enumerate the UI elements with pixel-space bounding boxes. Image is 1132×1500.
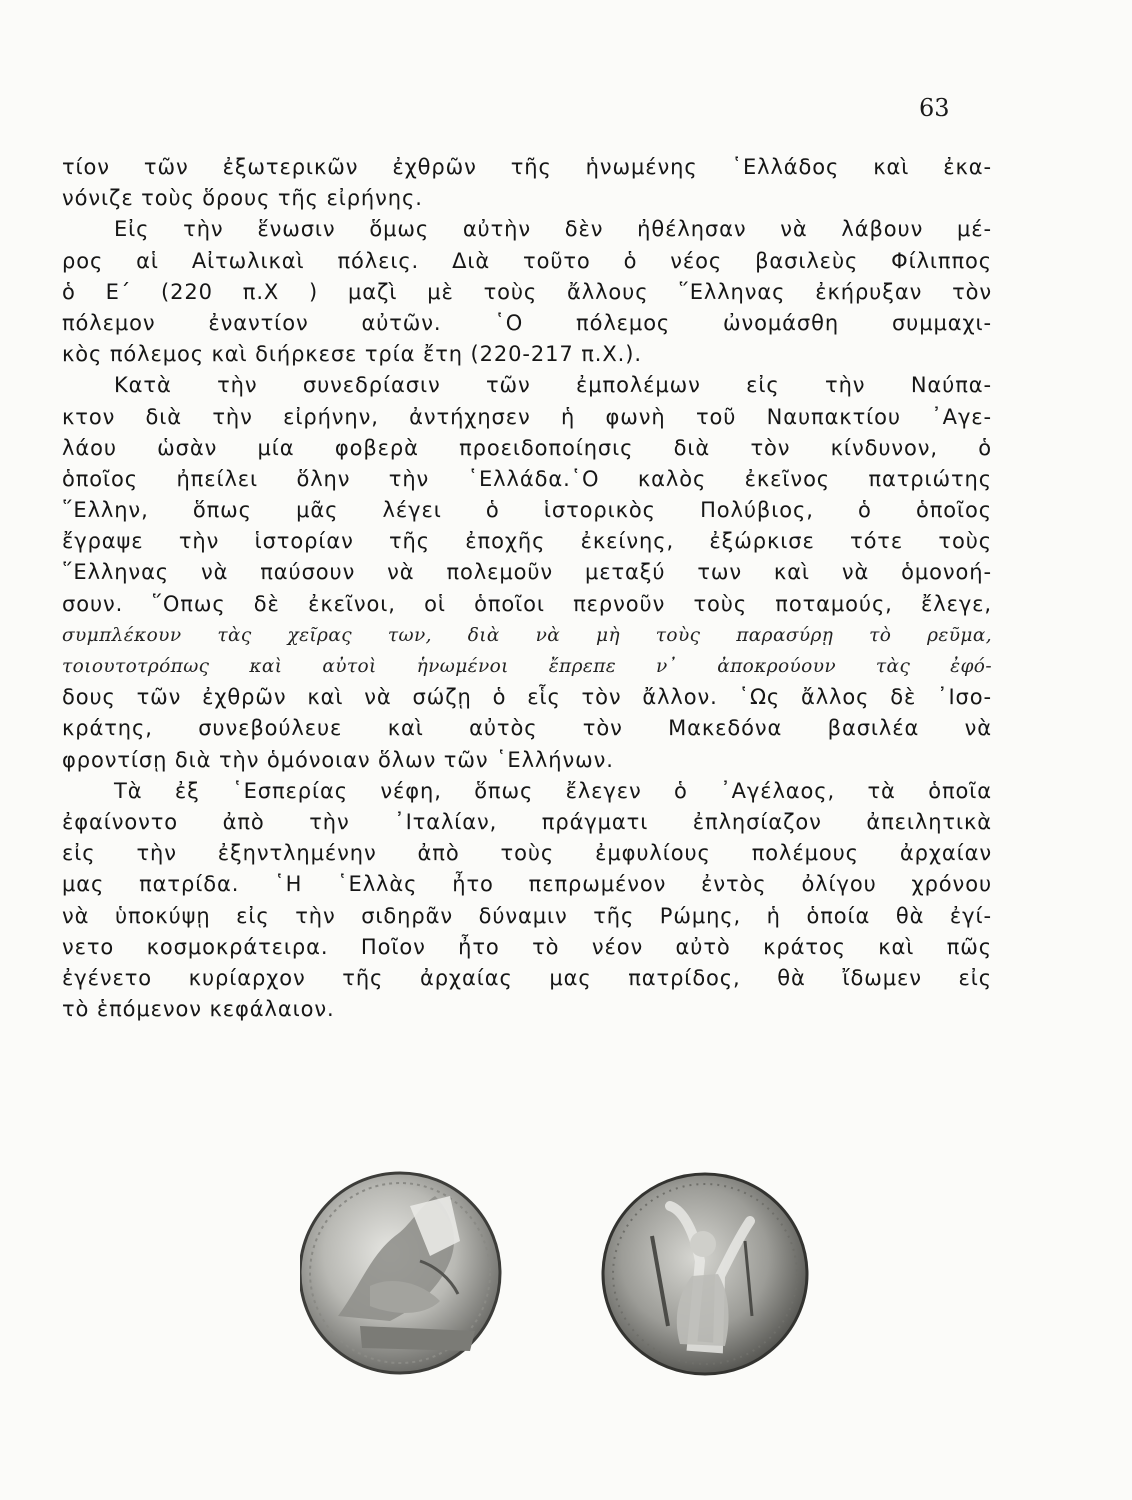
text-line: νὰ ὑποκύψῃ εἰς τὴν σιδηρᾶν δύναμιν τῆς Ρώμης, ἡ ὁποία θὰ ἐγί- [62,903,992,928]
text-line: εἰς τὴν ἐξηντλημένην ἀπὸ τοὺς ἐμφυλίους πολέμους ἀρχαίαν [62,841,992,866]
text-line: Κατὰ τὴν συνεδρίασιν τῶν ἐμπολέμων εἰς τὴν Ναύπα- [114,373,992,398]
text-line: ἐγένετο κυρίαρχον τῆς ἀρχαίας μας πατρίδος, θὰ ἴδωμεν εἰς [62,965,992,990]
text-line: δους τῶν ἐχθρῶν καὶ νὰ σώζῃ ὁ εἷς τὸν ἄλλον. ῾Ως ἄλλος δὲ ᾿Ισο- [62,685,992,710]
text-line: κὸς πόλεμος καὶ διήρκεσε τρία ἔτη (220-217 π.Χ.). [62,342,642,367]
text-line: ῞Ελλην, ὅπως μᾶς λέγει ὁ ἱστορικὸς Πολύβιος, ὁ ὁποῖος [62,498,992,523]
text-line: ῞Ελληνας νὰ παύσουν νὰ πολεμοῦν μεταξύ των καὶ νὰ ὁμονοή- [62,560,992,585]
coin-photographs [300,1166,820,1376]
text-line: τὸ ἑπόμενον κεφάλαιον. [62,997,335,1022]
text-line: φροντίσῃ διὰ τὴν ὁμόνοιαν ὅλων τῶν ῾Ελλήνων. [62,747,614,772]
coin-right-image [603,1174,807,1374]
text-line: ἔγραψε τὴν ἱστορίαν τῆς ἐποχῆς ἐκείνης, ἐξώρκισε τότε τοὺς [62,529,992,554]
text-line: συμπλέκουν τὰς χεῖρας των, διὰ νὰ μὴ τοὺς παρασύρῃ τὸ ρεῦμα, [62,624,992,646]
text-line: νετο κοσμοκράτειρα. Ποῖον ἦτο τὸ νέον αὐτὸ κράτος καὶ πῶς [62,934,992,959]
page-number: 63 [919,94,950,122]
text-line: κτον διὰ τὴν εἰρήνην, ἀντήχησεν ἡ φωνὴ τοῦ Ναυπακτίου ᾿Αγε- [62,404,992,429]
body-text [62,152,992,1025]
text-line: μας πατρίδα. ῾Η ῾Ελλὰς ἦτο πεπρωμένον ἐντὸς ὀλίγου χρόνου [62,872,992,897]
text-line: τοιουτοτρόπως καὶ αὐτοὶ ἡνωμένοι ἔπρεπε ν᾿ ἀποκρούουν τὰς ἐφό- [62,656,992,677]
text-line: Εἰς τὴν ἕνωσιν ὅμως αὐτὴν δὲν ἠθέλησαν νὰ λάβουν μέ- [114,217,992,242]
text-line: ὁ Ε΄ (220 π.Χ ) μαζὶ μὲ τοὺς ἄλλους ῞Ελληνας ἐκήρυξαν τὸν [62,279,992,304]
text-line: νόνιζε τοὺς ὅρους τῆς εἰρήνης. [62,186,423,211]
text-line: ἐφαίνοντο ἀπὸ τὴν ᾿Ιταλίαν, πράγματι ἐπλησίαζον ἀπειλητικὰ [62,809,992,834]
coin-left-image [300,1173,500,1373]
text-line: Τὰ ἐξ ῾Εσπερίας νέφη, ὅπως ἔλεγεν ὁ ᾿Αγέλαος, τὰ ὁποῖα [114,778,992,803]
text-line: πόλεμον ἐναντίον αὐτῶν. ῾Ο πόλεμος ὠνομάσθη συμμαχι- [62,310,992,335]
text-line: ὁποῖος ἠπείλει ὅλην τὴν ῾Ελλάδα.῾Ο καλὸς ἐκεῖνος πατριώτης [62,466,992,491]
text-line: ρος αἱ Αἰτωλικαὶ πόλεις. Διὰ τοῦτο ὁ νέος βασιλεὺς Φίλιππος [62,248,992,273]
text-line: σουν. ῞Οπως δὲ ἐκεῖνοι, οἱ ὁποῖοι περνοῦν τοὺς ποταμούς, ἔλεγε, [62,591,992,616]
text-line: κράτης, συνεβούλευε καὶ αὐτὸς τὸν Μακεδόνα βασιλέα νὰ [62,716,992,741]
text-line: τίον τῶν ἐξωτερικῶν ἐχθρῶν τῆς ἡνωμένης ῾Ελλάδος καὶ ἐκα- [62,155,992,179]
text-line: λάου ὡσὰν μία φοβερὰ προειδοποίησις διὰ τὸν κίνδυνον, ὁ [62,435,992,460]
